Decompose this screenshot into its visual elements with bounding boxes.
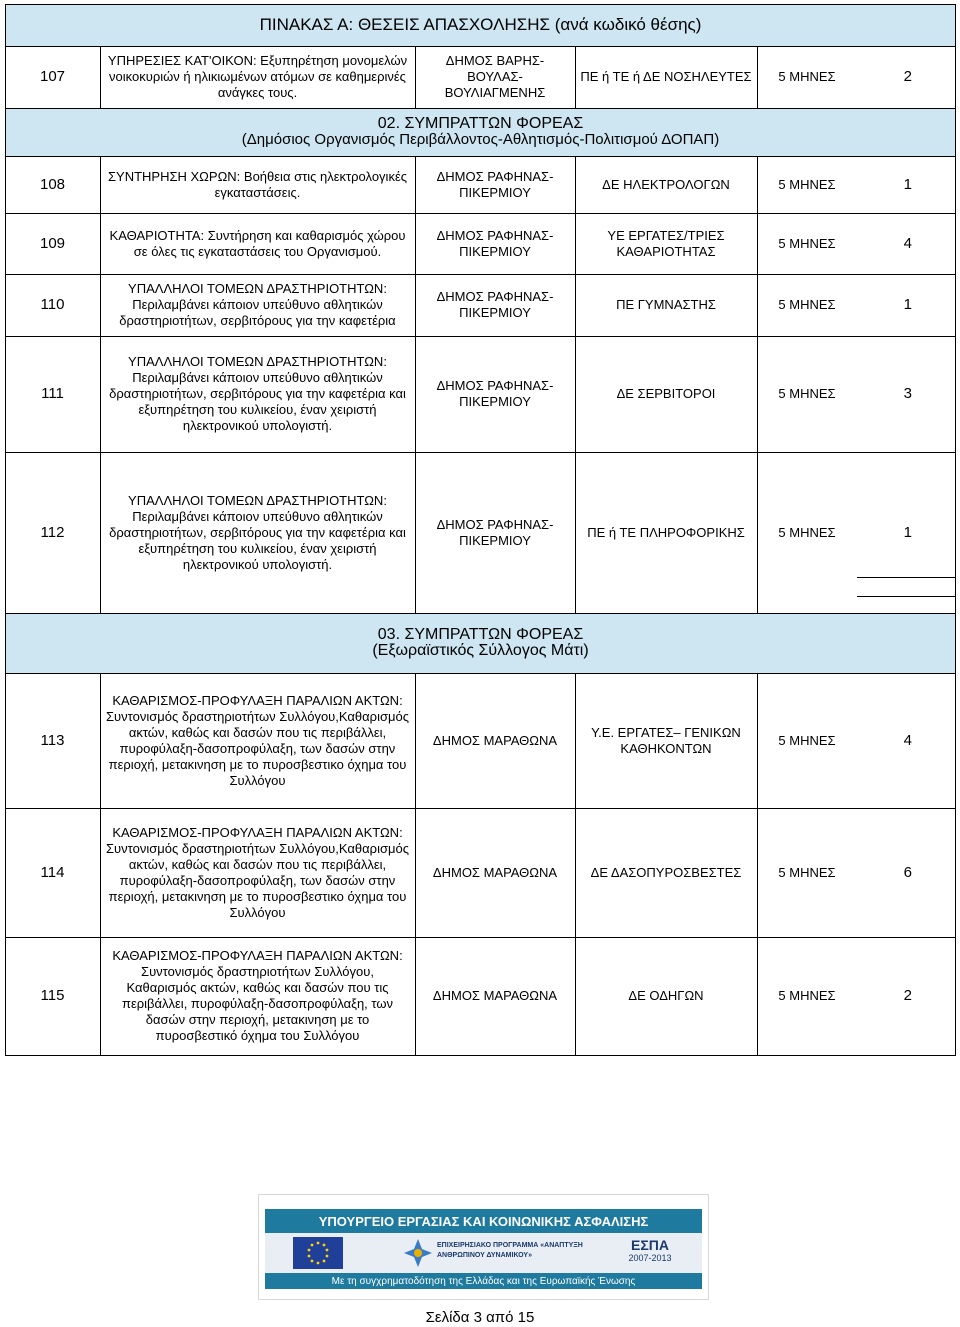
row-divider — [5, 274, 956, 275]
row-divider — [5, 46, 956, 47]
row-divider — [5, 4, 956, 5]
row-positions — [857, 937, 956, 1055]
row-code — [5, 673, 100, 808]
row-municipality — [415, 274, 575, 336]
eu-flag-icon — [293, 1237, 343, 1269]
row-duration — [757, 336, 857, 452]
column-divider — [415, 156, 416, 613]
row-specialty — [575, 808, 757, 937]
row-description-text: ΚΑΘΑΡΙΣΜΟΣ-ΠΡΟΦΥΛΑΞΗ ΠΑΡΑΛΙΩΝ ΑΚΤΩΝ: Συντονισμός δραστηριοτήτων Συλλόγου, Καθαρισμός ακτών, καθώς και δασών που τις περιβάλλει, πυροφύλαξη-δασοπροφύλαξη, των δασών στην περιοχή, μετακινηση με το πυροσβεστικό όχημα του Συλλόγου — [112, 948, 403, 1043]
cofinance-bar: Με τη συγχρηματοδότηση της Ελλάδας και της Ευρωπαϊκής Ένωσης — [265, 1273, 702, 1289]
row-duration-text: 5 ΜΗΝΕΣ — [778, 176, 836, 192]
program-name: ΕΠΙΧΕΙΡΗΣΙΑΚΟ ΠΡΟΓΡΑΜΜΑ «ΑΝΑΠΤΥΞΗ ΑΝΘΡΩΠΙΝΟΥ ΔΥΝΑΜΙΚΟΥ» — [437, 1242, 583, 1259]
table-title: ΠΙΝΑΚΑΣ Α: ΘΕΣΕΙΣ ΑΠΑΣΧΟΛΗΣΗΣ (ανά κωδικό θέσης) — [259, 15, 702, 34]
row-positions-text: 3 — [903, 385, 912, 402]
row-code — [5, 937, 100, 1055]
row-duration-text: 5 ΜΗΝΕΣ — [778, 235, 836, 251]
row-positions-text: 1 — [903, 523, 912, 541]
row-municipality — [415, 808, 575, 937]
row-municipality-text: ΔΗΜΟΣ ΡΑΦΗΝΑΣ-ΠΙΚΕΡΜΙΟΥ — [436, 378, 554, 409]
row-description-text: ΚΑΘΑΡΙΟΤΗΤΑ: Συντήρηση και καθαρισμός χώρου σε όλες τις εγκαταστάσεις του Οργανισμού. — [109, 227, 406, 259]
row-duration — [757, 673, 857, 808]
row-duration-text: 5 ΜΗΝΕΣ — [778, 386, 836, 401]
row-municipality-text: ΔΗΜΟΣ ΡΑΦΗΝΑΣ-ΠΙΚΕΡΜΙΟΥ — [436, 289, 554, 320]
row-specialty-text: Υ.Ε. ΕΡΓΑΤΕΣ– ΓΕΝΙΚΩΝ ΚΑΘΗΚΟΝΤΩΝ — [591, 724, 741, 756]
row-code-text: 114 — [40, 863, 65, 881]
row-positions-text: 2 — [903, 987, 912, 1004]
row-municipality — [415, 213, 575, 274]
row-duration — [757, 46, 857, 108]
row-code — [5, 452, 100, 613]
program-logo-icon — [403, 1238, 433, 1268]
ministry-banner: ΥΠΟΥΡΓΕΙΟ ΕΡΓΑΣΙΑΣ ΚΑΙ ΚΟΙΝΩΝΙΚΗΣ ΑΣΦΑΛΙΣΗΣ — [265, 1209, 702, 1233]
row-duration — [757, 808, 857, 937]
row-duration — [757, 937, 857, 1055]
row-positions-text: 4 — [903, 234, 912, 252]
row-municipality — [415, 156, 575, 213]
row-specialty — [575, 274, 757, 336]
row-specialty — [575, 213, 757, 274]
row-description — [100, 673, 415, 808]
row-divider — [5, 1055, 956, 1056]
row-code-text: 110 — [40, 296, 65, 313]
row-positions — [857, 673, 956, 808]
row-positions — [857, 156, 956, 213]
section-03-subtitle: (Εξωραϊστικός Σύλλογος Μάτι) — [372, 642, 589, 659]
row-municipality-text: ΔΗΜΟΣ ΡΑΦΗΝΑΣ-ΠΙΚΕΡΜΙΟΥ — [436, 168, 554, 200]
row-municipality-text: ΔΗΜΟΣ ΡΑΦΗΝΑΣ-ΠΙΚΕΡΜΙΟΥ — [436, 516, 554, 548]
row-divider — [5, 808, 956, 809]
row-description — [100, 213, 415, 274]
row-divider — [5, 452, 956, 453]
row-divider — [857, 577, 956, 578]
row-divider — [5, 937, 956, 938]
column-divider — [415, 46, 416, 108]
row-divider — [5, 336, 956, 337]
column-divider — [100, 673, 101, 1055]
row-description-text: ΣΥΝΤΗΡΗΣΗ ΧΩΡΩΝ: Βοήθεια στις ηλεκτρολογικές εγκαταστάσεις. — [107, 168, 408, 200]
section-02-title: 02. ΣΥΜΠΡΑΤΤΩΝ ΦΟΡΕΑΣ — [377, 115, 584, 132]
section-03-title: 03. ΣΥΜΠΡΑΤΤΩΝ ΦΟΡΕΑΣ — [377, 626, 584, 643]
row-divider — [857, 596, 956, 597]
row-municipality — [415, 673, 575, 808]
row-positions-text: 2 — [903, 68, 912, 85]
row-municipality — [415, 336, 575, 452]
espa-logo — [615, 1237, 685, 1263]
table-border — [5, 4, 6, 1056]
row-code-text: 113 — [40, 731, 65, 749]
row-description — [100, 336, 415, 452]
row-divider — [5, 613, 956, 614]
row-duration — [757, 274, 857, 336]
column-divider — [575, 673, 576, 1055]
row-specialty-text: ΠΕ ΓΥΜΝΑΣΤΗΣ — [616, 297, 716, 312]
row-duration-text: 5 ΜΗΝΕΣ — [778, 732, 836, 748]
row-code-text: 109 — [39, 234, 66, 252]
row-code-text: 107 — [39, 68, 66, 85]
row-specialty-text: ΔΕ ΗΛΕΚΤΡΟΛΟΓΩΝ — [602, 176, 730, 192]
row-code — [5, 274, 100, 336]
column-divider — [100, 46, 101, 108]
row-duration-text: 5 ΜΗΝΕΣ — [778, 988, 836, 1003]
table-title-cell — [5, 4, 956, 46]
column-divider — [757, 673, 758, 1055]
row-municipality-text: ΔΗΜΟΣ ΜΑΡΑΘΩΝΑ — [432, 864, 558, 880]
row-code-text: 112 — [40, 523, 65, 541]
row-specialty — [575, 937, 757, 1055]
row-divider — [5, 108, 956, 109]
column-divider — [575, 156, 576, 613]
row-description — [100, 808, 415, 937]
table-border — [955, 4, 956, 1056]
espa-logo-text: ΕΣΠΑ — [631, 1237, 669, 1253]
row-code-text: 108 — [39, 175, 66, 193]
row-description-text: ΚΑΘΑΡΙΣΜΟΣ-ΠΡΟΦΥΛΑΞΗ ΠΑΡΑΛΙΩΝ ΑΚΤΩΝ: Συντονισμός δραστηριοτήτων Συλλόγου,Καθαρισμός ακτών, καθώς και δασών που τις περιβάλλει, πυροφύλαξη-δασοπροφύλαξη, των δασών στην περιοχή, μετακινηση με το πυροσβεστικο όχημα του Συλλόγου — [106, 692, 409, 788]
row-divider — [5, 213, 956, 214]
column-divider — [757, 156, 758, 613]
row-duration — [757, 156, 857, 213]
row-specialty-text: ΔΕ ΟΔΗΓΩΝ — [628, 988, 704, 1003]
row-description-text: ΥΠΗΡΕΣΙΕΣ ΚΑΤ'ΟΙΚΟΝ: Εξυπηρέτηση μονομελών νοικοκυριών ή ηλικιωμένων ατόμων σε καθημερινές ανάγκες τους. — [107, 53, 408, 100]
row-divider — [5, 156, 956, 157]
row-duration — [757, 452, 857, 613]
row-positions-text: 1 — [903, 175, 912, 193]
row-specialty-text: ΠΕ ή ΤΕ ή ΔΕ ΝΟΣΗΛΕΥΤΕΣ — [580, 69, 752, 84]
row-municipality — [415, 46, 575, 108]
row-code-text: 115 — [40, 987, 65, 1004]
row-description — [100, 452, 415, 613]
row-positions — [857, 336, 956, 452]
row-positions — [857, 274, 956, 336]
row-specialty-text: ΔΕ ΔΑΣΟΠΥΡΟΣΒΕΣΤΕΣ — [590, 864, 742, 880]
row-description — [100, 937, 415, 1055]
row-municipality — [415, 452, 575, 613]
row-municipality-text: ΔΗΜΟΣ ΜΑΡΑΘΩΝΑ — [432, 732, 558, 748]
section-02-subtitle: (Δημόσιος Οργανισμός Περιβάλλοντος-Αθλητισμός-Πολιτισμού ΔΟΠΑΠ) — [241, 131, 720, 148]
row-description-text: ΥΠΑΛΛΗΛΟΙ ΤΟΜΕΩΝ ΔΡΑΣΤΗΡΙΟΤΗΤΩΝ: Περιλαμβάνει κάποιον υπεύθυνο αθλητικών δραστηριοτήτων, σερβιτόρους για την καφετέρια και εξυπηρέτηση του κυλικείου, έναν χειριστή ηλεκτρονικού υπολογιστή. — [109, 354, 406, 433]
row-description-text: ΥΠΑΛΛΗΛΟΙ ΤΟΜΕΩΝ ΔΡΑΣΤΗΡΙΟΤΗΤΩΝ: Περιλαμβάνει κάποιον υπεύθυνο αθλητικών δραστηριοτήτων, σερβιτόρους για την καφετέρια — [119, 281, 396, 328]
row-positions — [857, 213, 956, 274]
row-municipality-text: ΔΗΜΟΣ ΒΑΡΗΣ-ΒΟΥΛΑΣ-ΒΟΥΛΙΑΓΜΕΝΗΣ — [444, 53, 546, 100]
row-positions — [857, 808, 956, 937]
row-description — [100, 46, 415, 108]
row-positions-text: 1 — [903, 296, 912, 313]
row-description-text: ΚΑΘΑΡΙΣΜΟΣ-ΠΡΟΦΥΛΑΞΗ ΠΑΡΑΛΙΩΝ ΑΚΤΩΝ: Συντονισμός δραστηριοτήτων Συλλόγου,Καθαρισμός ακτών, καθώς και δασών που τις περιβάλλει, πυροφύλαξη-δασοπροφύλαξη, των δασών στην περιοχή, μετακινηση με το πυροσβεστικο όχημα του Συλλόγου — [106, 824, 409, 920]
row-specialty — [575, 46, 757, 108]
row-municipality — [415, 937, 575, 1055]
row-description — [100, 156, 415, 213]
funding-logo-block — [258, 1194, 709, 1300]
column-divider — [757, 46, 758, 108]
row-positions-text: 4 — [903, 731, 912, 749]
row-duration-text: 5 ΜΗΝΕΣ — [778, 297, 836, 312]
section-02-header — [5, 108, 956, 156]
row-positions — [857, 452, 956, 613]
row-specialty — [575, 452, 757, 613]
row-specialty — [575, 673, 757, 808]
espa-logo-years: 2007-2013 — [628, 1253, 672, 1263]
row-specialty-text: ΠΕ ή ΤΕ ΠΛΗΡΟΦΟΡΙΚΗΣ — [587, 524, 745, 540]
row-specialty — [575, 336, 757, 452]
row-municipality-text: ΔΗΜΟΣ ΜΑΡΑΘΩΝΑ — [432, 988, 558, 1003]
row-code — [5, 156, 100, 213]
column-divider — [100, 156, 101, 613]
row-code — [5, 808, 100, 937]
row-municipality-text: ΔΗΜΟΣ ΡΑΦΗΝΑΣ-ΠΙΚΕΡΜΙΟΥ — [436, 227, 554, 259]
row-duration-text: 5 ΜΗΝΕΣ — [778, 524, 836, 540]
row-duration — [757, 213, 857, 274]
row-description — [100, 274, 415, 336]
logo-strip — [265, 1233, 702, 1273]
row-specialty-text: ΥΕ ΕΡΓΑΤΕΣ/ΤΡΙΕΣ ΚΑΘΑΡΙΟΤΗΤΑΣ — [607, 227, 725, 259]
row-code — [5, 336, 100, 452]
row-specialty — [575, 156, 757, 213]
row-duration-text: 5 ΜΗΝΕΣ — [778, 69, 836, 84]
row-description-text: ΥΠΑΛΛΗΛΟΙ ΤΟΜΕΩΝ ΔΡΑΣΤΗΡΙΟΤΗΤΩΝ: Περιλαμβάνει κάποιον υπεύθυνο αθλητικών δραστηριοτήτων, σερβιτόρους για την καφετέρια και εξυπηρέτηση του κυλικείου, έναν χειριστή ηλεκτρονικού υπολογιστή. — [109, 492, 406, 572]
row-positions — [857, 46, 956, 108]
page-number: Σελίδα 3 από 15 — [425, 1309, 535, 1326]
row-code — [5, 46, 100, 108]
row-duration-text: 5 ΜΗΝΕΣ — [778, 864, 836, 880]
row-code — [5, 213, 100, 274]
section-03-header — [5, 613, 956, 673]
row-positions-text: 6 — [903, 863, 912, 881]
column-divider — [575, 46, 576, 108]
column-divider — [415, 673, 416, 1055]
row-specialty-text: ΔΕ ΣΕΡΒΙΤΟΡΟΙ — [616, 386, 716, 401]
row-code-text: 111 — [41, 385, 64, 402]
row-divider — [5, 673, 956, 674]
